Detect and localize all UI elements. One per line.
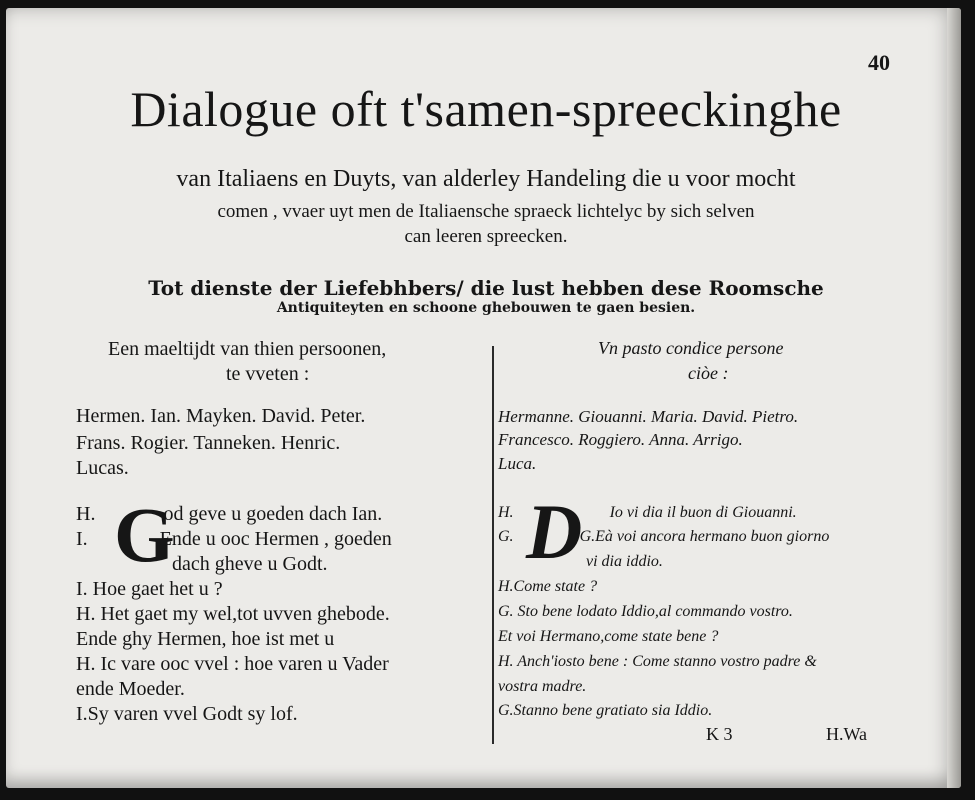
- right-dialog-line: G. Sto bene lodato Iddio,al commando vostro.: [498, 603, 793, 620]
- book-page: [6, 8, 961, 788]
- left-dialog-line: [76, 528, 392, 551]
- left-persons-line-3: Lucas.: [76, 457, 129, 479]
- speaker-label: H.: [498, 504, 514, 521]
- dialog-text: G.Eà voi ancora hermano buon giorno: [579, 528, 830, 545]
- left-dialog-line: dach gheve u Godt.: [172, 553, 328, 575]
- right-persons-line-3: Luca.: [498, 454, 537, 473]
- right-persons-line-2: Francesco. Roggiero. Anna. Arrigo.: [498, 430, 743, 449]
- left-dialog-line: ende Moeder.: [76, 678, 185, 700]
- page-number: 40: [868, 50, 890, 75]
- dialog-text: Io vi dia il buon di Giouanni.: [609, 504, 797, 521]
- left-dialog-line: I. Hoe gaet het u ?: [76, 578, 223, 600]
- right-heading-line-1: Vn pasto condice persone: [598, 338, 784, 358]
- left-dropcap: G: [114, 491, 175, 578]
- left-dialog-line: H. Het gaet my wel,tot uvven ghebode.: [76, 603, 390, 625]
- subtitle-line-2: comen , vvaer uyt men de Italiaensche spraeck lichtelyc by sich selven: [217, 201, 755, 222]
- subtitle-line-3: can leeren spreecken.: [404, 226, 568, 247]
- right-dialog-line: H.Come state ?: [498, 578, 598, 595]
- speaker-label: I.: [76, 528, 88, 550]
- left-dialog-line: H. Ic vare ooc vvel : hoe varen u Vader: [76, 653, 389, 675]
- blackletter-line-1: Tot dienste der Liefebhbers/ die lust hebben dese Roomsche: [148, 276, 824, 300]
- right-dialog-line: vi dia iddio.: [586, 553, 663, 570]
- dialog-text: Ende u ooc Hermen , goeden: [159, 528, 392, 550]
- dialog-text: od geve u goeden dach Ian.: [163, 503, 383, 525]
- right-persons-line-1: Hermanne. Giouanni. Maria. David. Pietro.: [498, 407, 799, 426]
- right-dialog-line: [498, 504, 797, 522]
- left-persons-line-1: Hermen. Ian. Mayken. David. Peter.: [76, 405, 366, 427]
- left-dialog-line: Ende ghy Hermen, hoe ist met u: [76, 628, 335, 650]
- right-dialog-line: vostra madre.: [498, 678, 587, 695]
- left-heading-line-2: te vveten :: [226, 363, 310, 385]
- speaker-label: G.: [498, 528, 514, 545]
- left-dialog-line: I.Sy varen vvel Godt sy lof.: [76, 703, 298, 725]
- catchword: H.Wa: [826, 724, 868, 744]
- signature-mark: K 3: [706, 724, 733, 744]
- right-dialog-line: Et voi Hermano,come state bene ?: [498, 628, 719, 645]
- page-title: Dialogue oft t'samen-spreeckinghe: [130, 81, 842, 137]
- right-dialog-line: H. Anch'iosto bene : Come stanno vostro padre &: [498, 653, 817, 670]
- left-persons-line-2: Frans. Rogier. Tanneken. Henric.: [76, 432, 341, 454]
- subtitle-line-1: van Italiaens en Duyts, van alderley Handeling die u voor mocht: [176, 166, 796, 192]
- right-dropcap: D: [526, 488, 583, 575]
- right-dialog-line: [498, 528, 829, 546]
- right-dialog-line: G.Stanno bene gratiato sia Iddio.: [498, 702, 713, 719]
- column-divider: [492, 346, 494, 744]
- speaker-label: H.: [76, 503, 96, 525]
- right-heading-line-2: ciòe :: [688, 363, 729, 383]
- blackletter-line-2: Antiquiteyten en schoone ghebouwen te gaen besien.: [276, 300, 696, 316]
- left-heading-line-1: Een maeltijdt van thien persoonen,: [108, 338, 387, 360]
- left-dialog-line: [76, 503, 382, 526]
